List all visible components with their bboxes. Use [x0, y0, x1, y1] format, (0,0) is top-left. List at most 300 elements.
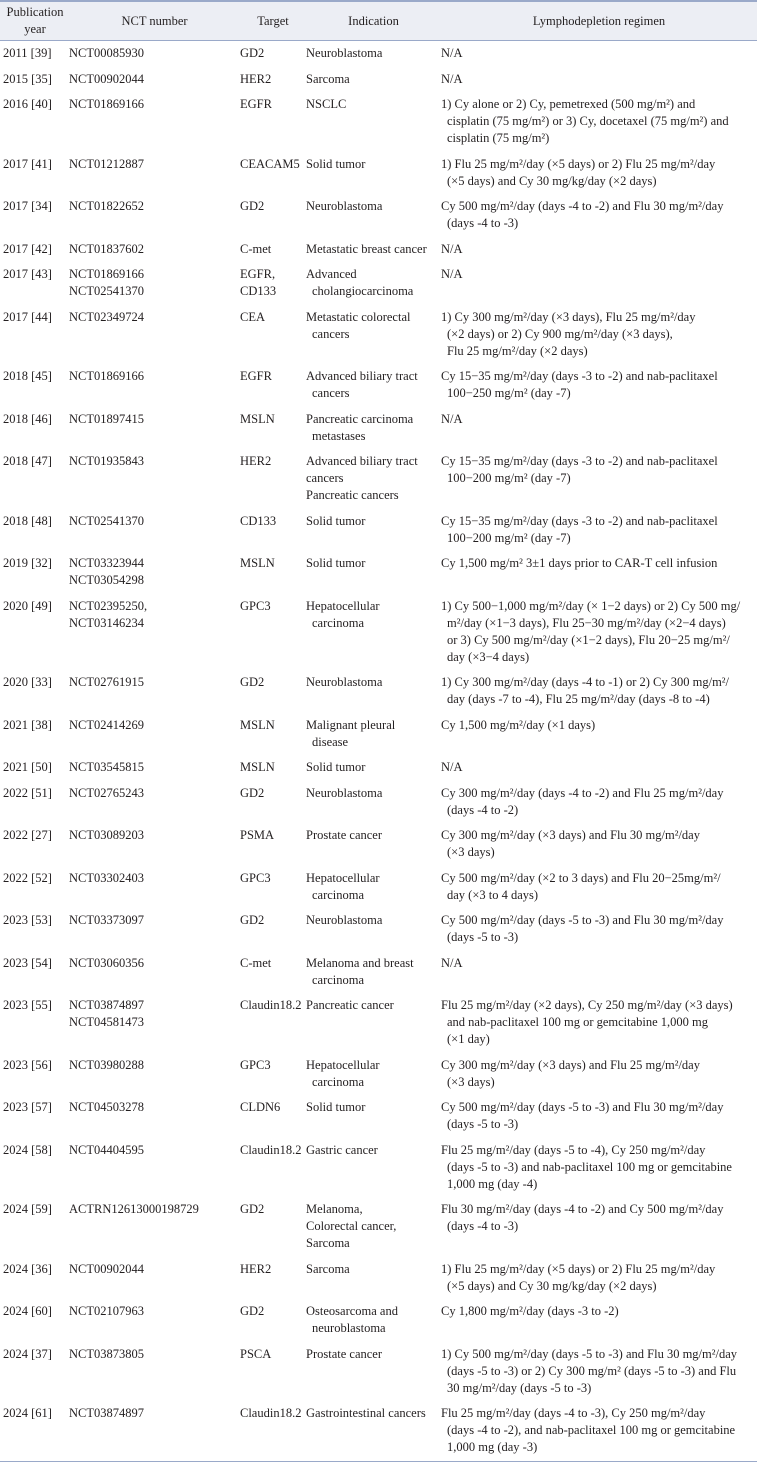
- cell-indication: [306, 449, 441, 509]
- cell-nct-number: [69, 551, 240, 594]
- cell-nct-number-line: NCT02395250,: [69, 598, 148, 613]
- cell-regimen-line: 1,000 mg (day -4): [447, 1176, 538, 1191]
- cell-indication-line: carcinoma: [312, 972, 365, 987]
- cell-nct-number-line: NCT01897415: [69, 411, 144, 426]
- cell-target: PSMA: [240, 828, 275, 842]
- cell-regimen-line: N/A: [441, 71, 463, 86]
- cell-regimen: [441, 1095, 757, 1138]
- cell-target: GPC3: [240, 1057, 271, 1072]
- cell-regimen: [441, 364, 757, 407]
- cell-regimen-line: or 3) Cy 500 mg/m²/day (×1−2 days), Flu 20−25 mg/m²/: [447, 632, 730, 647]
- cell-indication-line: cancers: [306, 471, 344, 485]
- cell-regimen-line: cisplatin (75 mg/m²) or 3) Cy, docetaxel (75 mg/m²) and: [447, 114, 729, 128]
- cell-target: EGFR: [240, 97, 272, 111]
- cell-indication-line: Melanoma and breast: [306, 955, 414, 970]
- cell-indication: [306, 92, 441, 152]
- cell-regimen: [441, 951, 757, 994]
- cell-indication-line: neuroblastoma: [312, 1321, 386, 1335]
- cell-regimen: [441, 823, 757, 866]
- cell-regimen-line: (days -5 to -3): [447, 1117, 519, 1131]
- cell-target: GD2: [240, 785, 265, 800]
- cell-nct-number-line: NCT01837602: [69, 241, 144, 256]
- cell-regimen-line: and nab-paclitaxel 100 mg or gemcitabine 1,000 mg: [447, 1015, 709, 1029]
- cell-indication-line: Metastatic colorectal: [306, 309, 411, 324]
- cell-nct-number: [69, 781, 240, 824]
- cell-nct-number: [69, 1401, 240, 1461]
- cell-indication: [306, 755, 441, 781]
- table-row: [0, 92, 757, 152]
- cell-indication-line: Solid tumor: [306, 556, 366, 570]
- table-row: [0, 305, 757, 365]
- cell-nct-number: [69, 1342, 240, 1402]
- cell-regimen-line: 1) Cy 300 mg/m²/day (×3 days), Flu 25 mg/m²/day: [441, 309, 696, 324]
- cell-publication-year: 2015 [35]: [3, 71, 52, 86]
- cell-target: PSCA: [240, 1346, 272, 1361]
- cell-indication-line: Melanoma,: [306, 1202, 363, 1216]
- cell-nct-number-line: NCT03302403: [69, 870, 144, 885]
- cell-indication-line: Gastrointestinal cancers: [306, 1406, 426, 1420]
- cell-indication: [306, 509, 441, 552]
- cell-indication: [306, 670, 441, 713]
- cell-publication-year: 2022 [51]: [3, 785, 52, 800]
- cell-nct-number-line: NCT02541370: [69, 513, 144, 528]
- cell-indication-line: Hepatocellular: [306, 1057, 380, 1072]
- cell-nct-number: [69, 866, 240, 909]
- cell-regimen-line: (×1 day): [447, 1032, 490, 1046]
- cell-regimen: [441, 551, 757, 594]
- cell-publication-year: 2017 [43]: [3, 267, 52, 281]
- cell-indication-line: Sarcoma: [306, 1236, 350, 1250]
- cell-target: GD2: [240, 913, 265, 927]
- cell-indication: [306, 993, 441, 1053]
- cell-target: GD2: [240, 1202, 265, 1216]
- cell-indication-line: carcinoma: [312, 615, 365, 630]
- cell-publication-year: 2023 [55]: [3, 998, 52, 1012]
- cell-indication: [306, 1401, 441, 1461]
- cell-regimen: [441, 1299, 757, 1342]
- table-row: [0, 1401, 757, 1461]
- cell-indication-line: disease: [312, 734, 349, 749]
- cell-regimen-line: day (×3 to 4 days): [447, 887, 539, 902]
- cell-target: CD133: [240, 513, 277, 528]
- cell-indication-line: cancers: [312, 386, 350, 400]
- cell-nct-number-line: NCT00902044: [69, 71, 144, 86]
- cell-regimen: [441, 866, 757, 909]
- cell-regimen-line: Cy 15−35 mg/m²/day (days -3 to -2) and nab-paclitaxel: [441, 513, 718, 528]
- cell-publication-year: 2022 [52]: [3, 870, 52, 885]
- cell-regimen: [441, 1342, 757, 1402]
- cell-target: EGFR: [240, 369, 272, 383]
- cell-regimen-line: Flu 25 mg/m²/day (×2 days), Cy 250 mg/m²/day (×3 days): [441, 998, 733, 1012]
- cell-regimen-line: N/A: [441, 46, 463, 60]
- cell-publication-year: 2024 [61]: [0, 1401, 69, 1461]
- cell-regimen-line: (×3 days): [447, 845, 495, 859]
- cell-indication-line: cholangiocarcinoma: [312, 284, 414, 298]
- cell-target: MSLN: [240, 760, 275, 774]
- cell-nct-number-line: NCT01822652: [69, 199, 144, 213]
- cell-nct-number-line: NCT02761915: [69, 675, 144, 689]
- cell-regimen: [441, 755, 757, 781]
- cell-indication-line: Advanced: [306, 267, 357, 281]
- cell-publication-year: 2017 [34]: [3, 199, 52, 213]
- cell-publication-year: 2020 [49]: [3, 598, 52, 613]
- cell-regimen-line: 1) Cy 300 mg/m²/day (days -4 to -1) or 2) Cy 300 mg/m²/: [441, 675, 730, 689]
- cell-indication-line: NSCLC: [306, 97, 347, 111]
- cell-indication: [306, 1342, 441, 1402]
- table-row: [0, 713, 757, 756]
- table-row: [0, 866, 757, 909]
- cell-indication: [306, 194, 441, 237]
- cell-target: HER2: [240, 1261, 272, 1276]
- table-row: [0, 194, 757, 237]
- table-row: [0, 152, 757, 195]
- cell-nct-number: [69, 670, 240, 713]
- cell-indication-line: Hepatocellular: [306, 598, 380, 613]
- table-row: [0, 1299, 757, 1342]
- cell-nct-number-line: NCT02765243: [69, 785, 144, 800]
- cell-nct-number: [69, 41, 240, 67]
- cell-indication-line: cancers: [312, 326, 350, 341]
- table-row: [0, 449, 757, 509]
- cell-nct-number-line: NCT02107963: [69, 1304, 144, 1318]
- cell-nct-number: [69, 305, 240, 365]
- cell-indication: [306, 594, 441, 671]
- cell-nct-number-line: NCT03545815: [69, 760, 144, 774]
- cell-regimen-line: (days -5 to -3) and nab-paclitaxel 100 mg or gemcitabine: [447, 1159, 732, 1174]
- cell-regimen: [441, 152, 757, 195]
- cell-indication: [306, 407, 441, 450]
- table-row: [0, 670, 757, 713]
- cell-indication: [306, 1299, 441, 1342]
- cell-target: Claudin18.2: [240, 998, 302, 1012]
- cell-regimen-line: 30 mg/m²/day (days -5 to -3): [447, 1380, 592, 1395]
- cell-regimen-line: (×5 days) and Cy 30 mg/kg/day (×2 days): [447, 173, 657, 188]
- cell-indication-line: Colorectal cancer,: [306, 1219, 397, 1233]
- cell-nct-number-line: NCT03146234: [69, 615, 144, 630]
- cell-indication-line: Pancreatic cancers: [306, 488, 399, 502]
- cell-regimen-line: N/A: [441, 241, 463, 256]
- cell-nct-number: [69, 1138, 240, 1198]
- cell-nct-number: [69, 755, 240, 781]
- cell-target: GPC3: [240, 598, 271, 613]
- cell-indication-line: Neuroblastoma: [306, 675, 383, 689]
- cell-indication-line: Neuroblastoma: [306, 785, 383, 800]
- table-row: [0, 1257, 757, 1300]
- table-row: [0, 594, 757, 671]
- cell-indication-line: Advanced biliary tract: [306, 454, 418, 468]
- cell-nct-number-line: NCT03323944: [69, 556, 144, 570]
- cell-publication-year: 2021 [50]: [3, 760, 52, 774]
- cell-nct-number-line: NCT01869166: [69, 369, 144, 383]
- cell-regimen: [441, 305, 757, 365]
- table-row: [0, 755, 757, 781]
- cell-publication-year: 2024 [37]: [3, 1346, 52, 1361]
- cell-regimen: [441, 1053, 757, 1096]
- cell-indication-line: Neuroblastoma: [306, 46, 383, 60]
- cell-nct-number: [69, 1299, 240, 1342]
- cell-regimen: [441, 670, 757, 713]
- cell-regimen: [441, 41, 757, 67]
- cell-nct-number: [69, 1197, 240, 1257]
- cell-indication-line: Solid tumor: [306, 1100, 366, 1114]
- cell-indication-line: Pancreatic carcinoma: [306, 411, 414, 426]
- cell-indication-line: Solid tumor: [306, 760, 366, 774]
- cell-regimen-line: 1,000 mg (day -3): [447, 1440, 538, 1454]
- table-body: [0, 41, 757, 1462]
- cell-nct-number-line: NCT02414269: [69, 717, 144, 732]
- cell-regimen-line: 100−200 mg/m² (day -7): [447, 471, 571, 485]
- table-row: [0, 781, 757, 824]
- cell-regimen-line: cisplatin (75 mg/m²): [447, 131, 550, 145]
- cell-nct-number-line: NCT02349724: [69, 309, 144, 324]
- cell-indication: [306, 823, 441, 866]
- cell-target: C-met: [240, 241, 272, 256]
- header-regimen: Lymphodepletion regimen: [441, 1, 757, 41]
- cell-publication-year: 2023 [54]: [3, 955, 52, 970]
- cell-nct-number: [69, 1095, 240, 1138]
- cell-nct-number: [69, 951, 240, 994]
- cell-nct-number: [69, 262, 240, 305]
- cell-publication-year: 2017 [42]: [3, 241, 52, 256]
- cell-indication-line: carcinoma: [312, 1074, 365, 1089]
- cell-regimen-line: Cy 1,800 mg/m²/day (days -3 to -2): [441, 1304, 619, 1318]
- cell-target: C-met: [240, 955, 272, 970]
- cell-regimen-line: Cy 1,500 mg/m² 3±1 days prior to CAR-T cell infusion: [441, 556, 718, 570]
- cell-regimen-line: (days -4 to -2), and nab-paclitaxel 100 mg or gemcitabine: [447, 1423, 736, 1437]
- header-nct-number: NCT number: [69, 1, 240, 41]
- cell-indication-line: Neuroblastoma: [306, 913, 383, 927]
- cell-regimen: [441, 194, 757, 237]
- cell-publication-year: 2019 [32]: [3, 556, 52, 570]
- cell-regimen-line: (×3 days): [447, 1074, 495, 1089]
- cell-publication-year: 2022 [27]: [3, 828, 52, 842]
- cell-regimen-line: N/A: [441, 760, 463, 774]
- table-row: [0, 993, 757, 1053]
- cell-regimen: [441, 781, 757, 824]
- table-row: [0, 551, 757, 594]
- table-row: [0, 1138, 757, 1198]
- cell-regimen-line: (days -4 to -3): [447, 216, 519, 230]
- cell-indication: [306, 1257, 441, 1300]
- cell-regimen: [441, 908, 757, 951]
- cell-indication: [306, 1053, 441, 1096]
- cell-publication-year: 2020 [33]: [3, 675, 52, 689]
- table-row: [0, 1197, 757, 1257]
- cell-target: GD2: [240, 46, 265, 60]
- cell-target: GD2: [240, 675, 265, 689]
- cell-nct-number: [69, 1053, 240, 1096]
- cell-regimen-line: Flu 30 mg/m²/day (days -4 to -2) and Cy 500 mg/m²/day: [441, 1202, 724, 1216]
- header-publication-year: [0, 1, 69, 41]
- cell-nct-number: [69, 823, 240, 866]
- cell-indication-line: Solid tumor: [306, 156, 366, 171]
- cell-regimen-line: Cy 500 mg/m²/day (days -4 to -2) and Flu 30 mg/m²/day: [441, 199, 724, 213]
- cell-nct-number: [69, 713, 240, 756]
- cell-nct-number: [69, 67, 240, 93]
- cell-publication-year: 2011 [39]: [3, 46, 52, 60]
- cell-regimen: [441, 92, 757, 152]
- cell-publication-year: 2023 [53]: [3, 913, 52, 927]
- table-row: [0, 237, 757, 263]
- cell-regimen-line: Cy 300 mg/m²/day (×3 days) and Flu 25 mg/m²/day: [441, 1057, 700, 1072]
- cell-indication: [306, 152, 441, 195]
- cell-publication-year: 2023 [57]: [3, 1100, 52, 1114]
- cell-regimen-line: (days -4 to -3): [447, 1219, 519, 1233]
- cell-regimen-line: 1) Flu 25 mg/m²/day (×5 days) or 2) Flu 25 mg/m²/day: [441, 156, 716, 171]
- cell-publication-year: 2024 [58]: [3, 1142, 52, 1157]
- cell-regimen-line: Cy 500 mg/m²/day (days -5 to -3) and Flu 30 mg/m²/day: [441, 1100, 724, 1114]
- cell-target: Claudin18.2: [240, 1401, 306, 1461]
- cell-indication-line: Hepatocellular: [306, 870, 380, 885]
- cell-regimen-line: 1) Cy 500 mg/m²/day (days -5 to -3) and Flu 30 mg/m²/day: [441, 1346, 738, 1361]
- cell-regimen-line: Cy 300 mg/m²/day (×3 days) and Flu 30 mg/m²/day: [441, 828, 700, 842]
- cell-publication-year: 2017 [41]: [3, 156, 52, 171]
- table-row: [0, 951, 757, 994]
- cell-regimen-line: Cy 300 mg/m²/day (days -4 to -2) and Flu 25 mg/m²/day: [441, 785, 724, 800]
- cell-regimen: [441, 407, 757, 450]
- header-row: [0, 1, 757, 41]
- cell-indication: [306, 1095, 441, 1138]
- table-row: [0, 1095, 757, 1138]
- header-indication: Indication: [306, 1, 441, 41]
- cell-indication: [306, 41, 441, 67]
- table-row: [0, 509, 757, 552]
- cell-publication-year: 2018 [47]: [3, 454, 52, 468]
- cell-publication-year: 2018 [45]: [3, 369, 52, 383]
- cell-nct-number-line: NCT01869166: [69, 267, 144, 281]
- cell-regimen-line: Cy 1,500 mg/m²/day (×1 days): [441, 717, 596, 732]
- cell-regimen-line: (×2 days) or 2) Cy 900 mg/m²/day (×3 days),: [447, 326, 673, 341]
- cell-nct-number: [69, 152, 240, 195]
- cell-indication-line: Solid tumor: [306, 513, 366, 528]
- cell-indication: [306, 908, 441, 951]
- cell-regimen-line: 1) Cy alone or 2) Cy, pemetrexed (500 mg/m²) and: [441, 97, 696, 111]
- cell-regimen-line: (days -5 to -3) or 2) Cy 300 mg/m² (days -5 to -3) and Flu: [447, 1363, 737, 1378]
- cell-nct-number-line: NCT03980288: [69, 1057, 144, 1072]
- cell-regimen-line: Cy 15−35 mg/m²/day (days -3 to -2) and nab-paclitaxel: [441, 454, 718, 468]
- cell-nct-number-line: NCT01212887: [69, 156, 144, 171]
- cell-indication: [306, 951, 441, 994]
- cell-indication: [306, 67, 441, 93]
- cell-target: MSLN: [240, 556, 275, 570]
- cell-indication: [306, 713, 441, 756]
- table-row: [0, 364, 757, 407]
- cell-nct-number: [69, 92, 240, 152]
- cell-regimen-line: (days -4 to -2): [447, 802, 519, 817]
- cell-target: MSLN: [240, 717, 275, 732]
- cell-nct-number: [69, 194, 240, 237]
- cell-publication-year: 2024 [60]: [3, 1304, 52, 1318]
- cell-regimen-line: (days -5 to -3): [447, 930, 519, 944]
- cell-regimen-line: 100−250 mg/m² (day -7): [447, 386, 571, 400]
- header-target: Target: [240, 1, 306, 41]
- cell-regimen: [441, 1138, 757, 1198]
- cell-indication-line: carcinoma: [312, 887, 365, 902]
- cell-publication-year: 2024 [59]: [3, 1202, 52, 1216]
- cell-indication-line: Osteosarcoma and: [306, 1304, 398, 1318]
- cell-nct-number-line: NCT03873805: [69, 1346, 144, 1361]
- cell-indication: [306, 364, 441, 407]
- cell-indication-line: Sarcoma: [306, 71, 350, 86]
- cell-nct-number-line: NCT03874897: [69, 998, 144, 1012]
- cell-regimen: [441, 594, 757, 671]
- cell-target: HER2: [240, 71, 272, 86]
- cell-target: GD2: [240, 199, 265, 213]
- cell-regimen-line: N/A: [441, 267, 463, 281]
- cell-regimen-line: N/A: [441, 955, 463, 970]
- cell-regimen-line: Cy 15−35 mg/m²/day (days -3 to -2) and nab-paclitaxel: [441, 369, 718, 383]
- cell-regimen-line: day (days -7 to -4), Flu 25 mg/m²/day (days -8 to -4): [447, 692, 710, 706]
- cell-target: MSLN: [240, 411, 275, 426]
- cell-nct-number-line: NCT04503278: [69, 1100, 144, 1114]
- cell-indication-line: Gastric cancer: [306, 1142, 378, 1157]
- cell-regimen: [441, 509, 757, 552]
- cell-indication: [306, 551, 441, 594]
- cell-nct-number-line: NCT01935843: [69, 454, 144, 468]
- cell-nct-number: [69, 237, 240, 263]
- cell-regimen-line: 1) Cy 500−1,000 mg/m²/day (× 1−2 days) or 2) Cy 500 mg/: [441, 598, 741, 613]
- cell-publication-year: 2021 [38]: [3, 717, 52, 732]
- header-label: Publication year: [6, 5, 64, 36]
- cell-indication: [306, 1138, 441, 1198]
- cell-indication-line: Pancreatic cancer: [306, 998, 394, 1012]
- cell-regimen-line: 100−200 mg/m² (day -7): [447, 530, 571, 545]
- cell-target: GPC3: [240, 870, 271, 885]
- cell-nct-number-line: NCT01869166: [69, 97, 144, 111]
- cell-indication: [306, 866, 441, 909]
- cell-indication-line: Prostate cancer: [306, 1346, 383, 1361]
- cell-indication: [306, 237, 441, 263]
- cell-nct-number-line: ACTRN12613000198729: [69, 1202, 199, 1216]
- cell-publication-year: 2024 [36]: [3, 1261, 52, 1276]
- cell-indication-line: Malignant pleural: [306, 717, 396, 732]
- cell-publication-year: 2018 [46]: [3, 411, 52, 426]
- table-row: [0, 823, 757, 866]
- cell-indication: [306, 781, 441, 824]
- cell-publication-year: 2016 [40]: [3, 97, 52, 111]
- cell-indication-line: Sarcoma: [306, 1261, 350, 1276]
- cell-nct-number-line: NCT00902044: [69, 1261, 144, 1276]
- cell-target: CLDN6: [240, 1100, 281, 1114]
- cell-regimen: [441, 67, 757, 93]
- table-row: [0, 407, 757, 450]
- cell-nct-number: [69, 407, 240, 450]
- cell-nct-number: [69, 1257, 240, 1300]
- cell-nct-number: [69, 908, 240, 951]
- cell-regimen-line: (×5 days) and Cy 30 mg/kg/day (×2 days): [447, 1278, 657, 1293]
- cell-regimen-line: N/A: [441, 411, 463, 426]
- cell-indication-line: Prostate cancer: [306, 828, 383, 842]
- cell-indication-line: metastases: [312, 428, 366, 443]
- cell-nct-number: [69, 449, 240, 509]
- cell-regimen: [441, 237, 757, 263]
- cell-nct-number-line: NCT02541370: [69, 284, 144, 298]
- cell-regimen-line: Cy 500 mg/m²/day (×2 to 3 days) and Flu 20−25mg/m²/: [441, 870, 721, 885]
- cell-regimen-line: Flu 25 mg/m²/day (days -5 to -4), Cy 250 mg/m²/day: [441, 1142, 706, 1157]
- cell-indication-line: Advanced biliary tract: [306, 369, 418, 383]
- cell-nct-number: [69, 364, 240, 407]
- cell-nct-number: [69, 509, 240, 552]
- cell-regimen-line: 1) Flu 25 mg/m²/day (×5 days) or 2) Flu 25 mg/m²/day: [441, 1261, 716, 1276]
- cell-nct-number-line: NCT00085930: [69, 46, 144, 60]
- cell-target: GD2: [240, 1304, 265, 1318]
- cell-nct-number-line: NCT03060356: [69, 955, 144, 970]
- cell-target: HER2: [240, 454, 272, 468]
- cell-target: Claudin18.2: [240, 1142, 302, 1157]
- cell-regimen-line: Flu 25 mg/m²/day (×2 days): [447, 343, 588, 358]
- cell-regimen: [441, 1401, 757, 1461]
- cell-regimen: [441, 262, 757, 305]
